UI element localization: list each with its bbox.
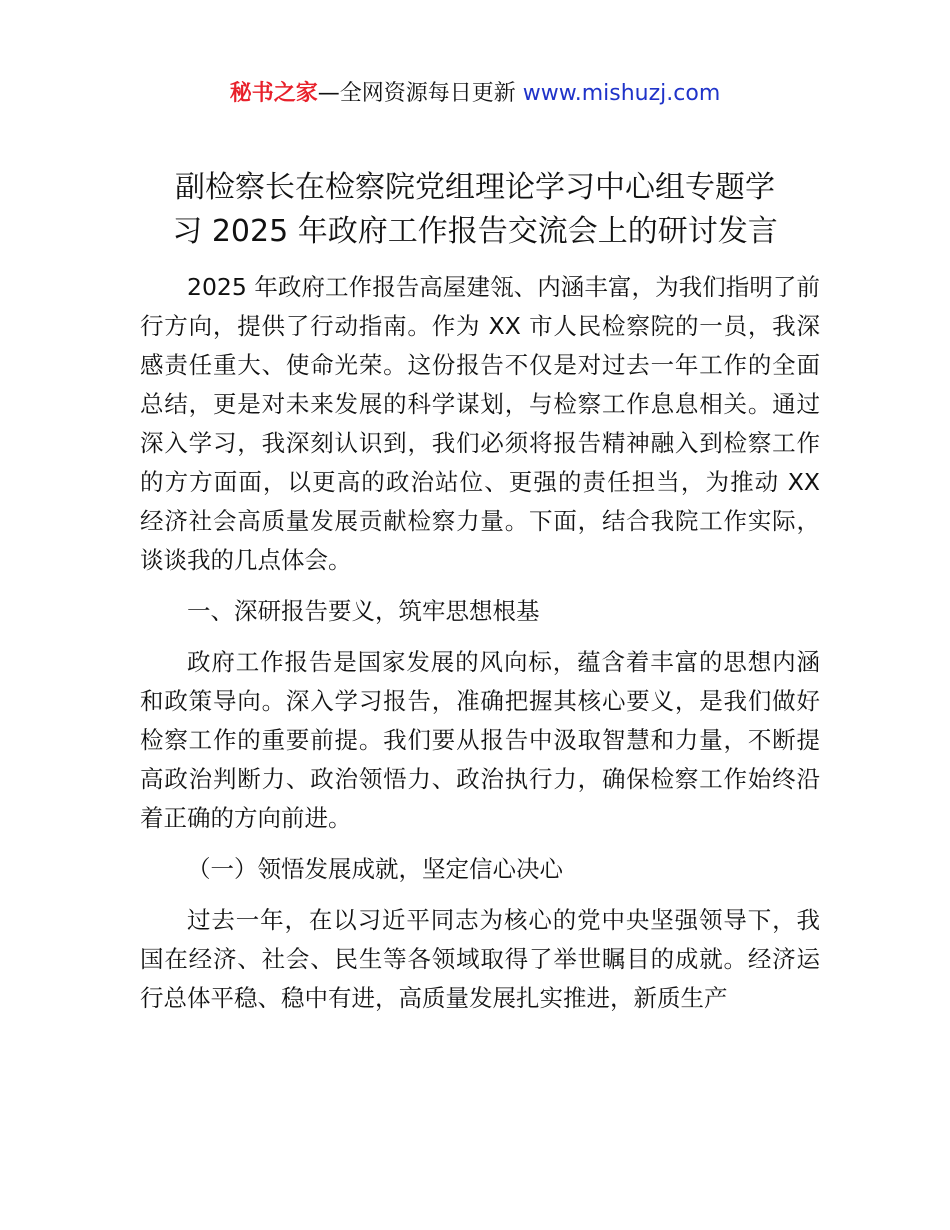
section-heading-1: 一、深研报告要义，筑牢思想根基 xyxy=(187,597,540,625)
site-url-link[interactable]: www.mishuzj.com xyxy=(522,81,721,106)
paragraph-intro: 2025 年政府工作报告高屋建瓴、内涵丰富，为我们指明了前行方向，提供了行动指南。作为 XX 市人民检察院的一员，我深感责任重大、使命光荣。这份报告不仅是对过去一年工作的全面总结，更是对未来发展的科学谋划，与检察工作息息相关。通过深入学习，我深刻认识到，我们必须将报告精神融入到检察工作的方方面面，以更高的政治站位、更强的责任担当，为推动 XX 经济社会高质量发展贡献检察力量。下面，结合我院工作实际，谈谈我的几点体会。 xyxy=(140,273,820,574)
document-body xyxy=(140,268,820,1030)
paragraph-subsection-1: 过去一年，在以习近平同志为核心的党中央坚强领导下，我国在经济、社会、民生等各领域取得了举世瞩目的成就。经济运行总体平稳、稳中有进，高质量发展扎实推进，新质生产 xyxy=(140,906,820,1012)
subsection-heading-1: （一）领悟发展成就，坚定信心决心 xyxy=(187,855,563,883)
site-brand: 秘书之家 xyxy=(229,81,318,106)
document-title xyxy=(120,166,830,254)
title-line-2: 习 2025 年政府工作报告交流会上的研讨发言 xyxy=(172,214,778,249)
site-header xyxy=(0,78,950,110)
paragraph-section-1: 政府工作报告是国家发展的风向标，蕴含着丰富的思想内涵和政策导向。深入学习报告，准确把握其核心要义，是我们做好检察工作的重要前提。我们要从报告中汲取智慧和力量，不断提高政治判断力、政治领悟力、政治执行力，确保检察工作始终沿着正确的方向前进。 xyxy=(140,648,820,832)
site-tagline: —全网资源每日更新 xyxy=(317,81,523,106)
title-line-1: 副检察长在检察院党组理论学习中心组专题学 xyxy=(175,170,775,205)
